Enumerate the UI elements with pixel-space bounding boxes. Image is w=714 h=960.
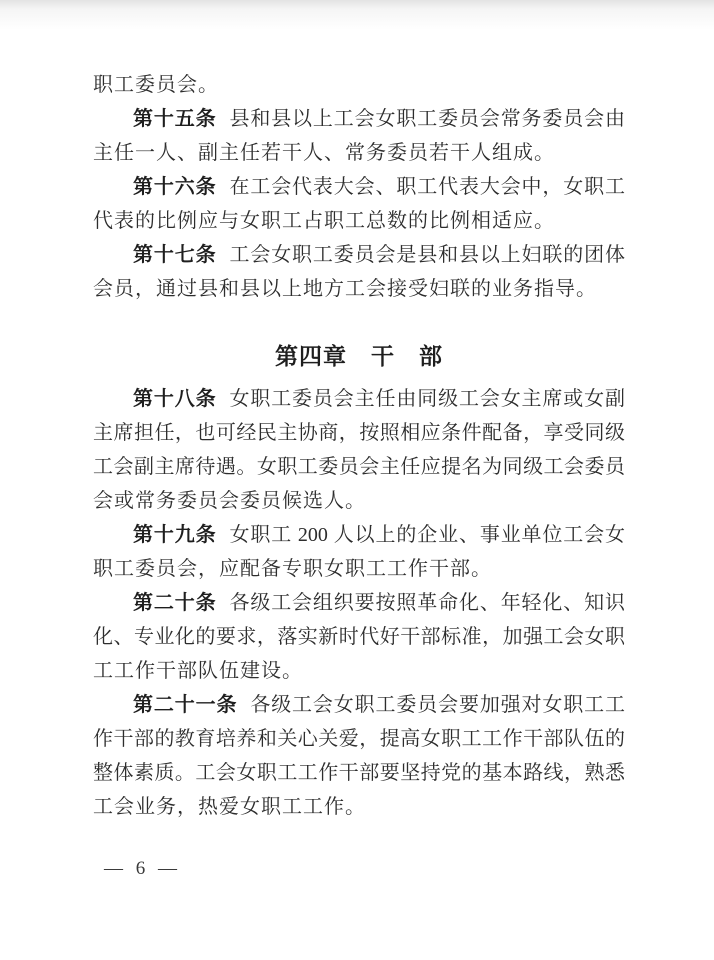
line-text: 各级工会组织要按照革命化、年轻化、知识	[229, 592, 625, 614]
line-text: 女职工委员会主任由同级工会女主席或女副	[229, 388, 625, 410]
line-text: 女职工 200 人以上的企业、事业单位工会女	[229, 524, 625, 546]
scan-top-shading	[0, 0, 714, 34]
text-line	[93, 204, 625, 238]
article-number: 第二十一条	[133, 694, 238, 716]
text-line	[93, 450, 625, 484]
line-text: 整体素质。工会女职工工作干部要坚持党的基本路线，熟悉	[93, 762, 625, 784]
text-line	[93, 790, 625, 824]
text-line	[93, 136, 625, 170]
article-number: 第十八条	[133, 388, 217, 410]
text-line	[93, 102, 625, 136]
article-number: 第十六条	[133, 176, 217, 198]
article-number: 第十五条	[133, 108, 217, 130]
text-line	[93, 722, 625, 756]
line-text: 工会副主席待遇。女职工委员会主任应提名为同级工会委员	[93, 456, 625, 478]
text-line	[93, 688, 625, 722]
article-number: 第二十条	[133, 592, 217, 614]
text-line	[93, 654, 625, 688]
article-number: 第十九条	[133, 524, 217, 546]
text-line	[93, 272, 625, 306]
text-line	[93, 68, 625, 102]
text-block	[93, 68, 625, 824]
chapter-heading: 第四章 干 部	[275, 343, 443, 369]
line-text: 工工作干部队伍建设。	[93, 660, 303, 682]
line-text: 职工委员会。	[93, 74, 219, 96]
text-line	[93, 586, 625, 620]
line-text: 会或常务委员会委员候选人。	[93, 490, 366, 512]
text-line	[93, 170, 625, 204]
text-line	[93, 756, 625, 790]
text-line	[93, 518, 625, 552]
section-before-heading	[93, 68, 625, 306]
line-text: 各级工会女职工委员会要加强对女职工工	[250, 694, 625, 716]
line-text: 在工会代表大会、职工代表大会中，女职工	[229, 176, 625, 198]
text-line	[93, 620, 625, 654]
line-text: 职工委员会，应配备专职女职工工作干部。	[93, 558, 492, 580]
line-text: 会员，通过县和县以上地方工会接受妇联的业务指导。	[93, 278, 597, 300]
text-line	[93, 484, 625, 518]
line-text: 作干部的教育培养和关心关爱，提高女职工工作干部队伍的	[93, 728, 625, 750]
text-line	[93, 238, 625, 272]
line-text: 代表的比例应与女职工占职工总数的比例相适应。	[93, 210, 555, 232]
line-text: 主席担任，也可经民主协商，按照相应条件配备，享受同级	[93, 422, 625, 444]
page-number: — 6 —	[104, 858, 181, 879]
text-line	[93, 416, 625, 450]
line-text: 工会业务，热爱女职工工作。	[93, 796, 366, 818]
line-text: 化、专业化的要求，落实新时代好干部标准，加强工会女职	[93, 626, 625, 648]
line-text: 主任一人、副主任若干人、常务委员若干人组成。	[93, 142, 555, 164]
section-after-heading	[93, 382, 625, 824]
article-number: 第十七条	[133, 244, 217, 266]
text-line	[93, 552, 625, 586]
text-line	[93, 382, 625, 416]
line-text: 工会女职工委员会是县和县以上妇联的团体	[229, 244, 625, 266]
line-text: 县和县以上工会女职工委员会常务委员会由	[229, 108, 625, 130]
